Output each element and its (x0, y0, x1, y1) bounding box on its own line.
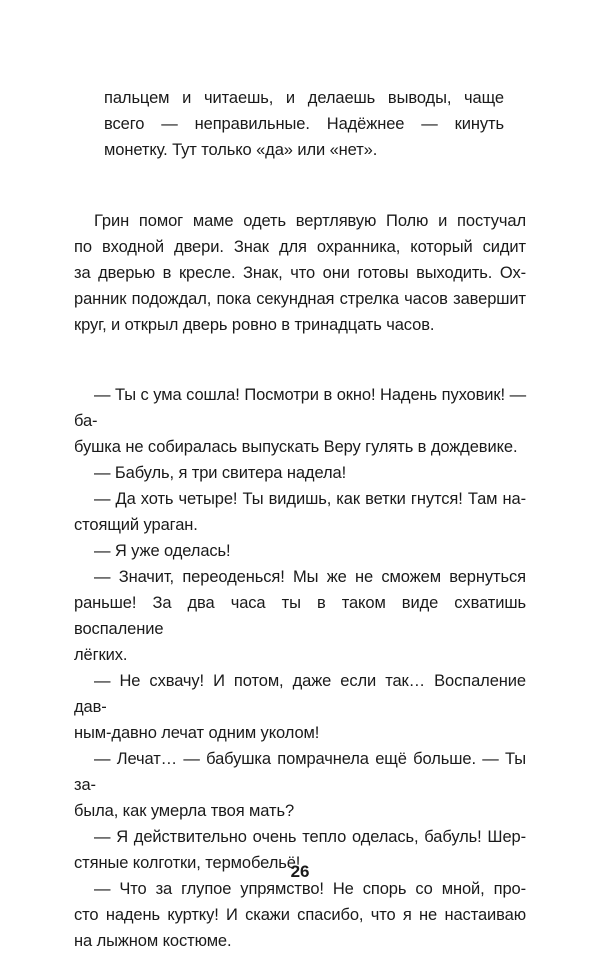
narrative-paragraph (74, 208, 526, 338)
dialogue-line: — Лечат… — бабушка помрачнела ещё больше. — Ты за- (74, 750, 526, 794)
dialogue-line: — Да хоть четыре! Ты видишь, как ветки гнутся! Там на- (94, 490, 526, 508)
dialogue-line: — Я действительно очень тепло оделась, бабуль! Шер- (94, 828, 526, 846)
paragraph-line: ранник подождал, пока секундная стрелка часов завершит (74, 290, 526, 308)
dialogue-line: — Бабуль, я три свитера надела! (94, 464, 347, 482)
dialogue-line: — Что за глупое упрямство! Не спорь со мной, про- (94, 880, 526, 898)
paragraph-line: по входной двери. Знак для охранника, который сидит (74, 238, 526, 256)
epigraph-line: монетку. Тут только «да» или «нет». (104, 141, 378, 159)
epigraph-line: пальцем и читаешь, и делаешь выводы, чаще (104, 89, 504, 107)
dialogue-line: — Значит, переоденься! Мы же не сможем вернуться (94, 568, 526, 586)
dialogue-line: была, как умерла твоя мать? (74, 802, 295, 820)
dialogue-line: сто надень куртку! И скажи спасибо, что я не настаиваю (74, 906, 526, 924)
epigraph-line: всего — неправильные. Надёжнее — кинуть (104, 115, 504, 133)
page-number: 26 (290, 862, 310, 881)
dialogue-line: стоящий ураган. (74, 516, 198, 534)
dialogue-line: — Я уже оделась! (94, 542, 231, 560)
paragraph-line: за дверью в кресле. Знак, что они готовы выходить. Ох- (74, 264, 526, 282)
dialogue-line: на лыжном костюме. (74, 932, 232, 950)
dialogue-line: бушка не собиралась выпускать Веру гулять в дождевике. (74, 438, 518, 456)
dialogue-line: лёгких. (74, 646, 128, 664)
paragraph-line: круг, и открыл дверь ровно в тринадцать часов. (74, 316, 435, 334)
dialogue-line: — Не схвачу! И потом, даже если так… Воспаление дав- (74, 672, 526, 716)
dialogue-line: стяные колготки, термобельё! (74, 854, 301, 872)
dialogue-line: — Ты с ума сошла! Посмотри в окно! Надень пуховик! — ба- (74, 386, 526, 430)
dialogue-line: ным-давно лечат одним уколом! (74, 724, 320, 742)
paragraph-line: Грин помог маме одеть вертлявую Полю и постучал (94, 212, 526, 230)
dialogue-line: раньше! За два часа ты в таком виде схватишь воспаление (74, 594, 526, 638)
epigraph-block (104, 85, 504, 163)
